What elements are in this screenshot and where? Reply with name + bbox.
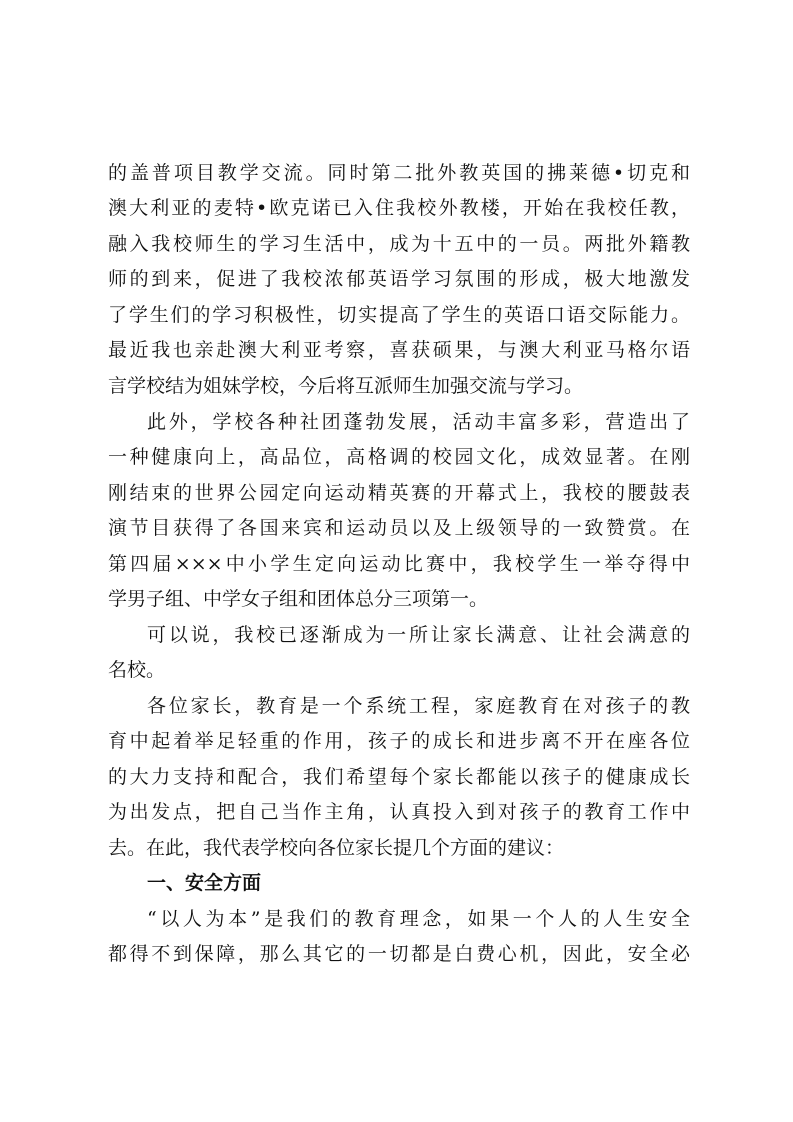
paragraph-line: 演节目获得了各国来宾和运动员以及上级领导的一致赞赏。在 — [108, 517, 690, 539]
paragraph-line: 名校。 — [108, 659, 166, 681]
paragraph-line: 为出发点，把自己当作主角，认真投入到对孩子的教育工作中 — [108, 801, 690, 823]
paragraph-line: 一种健康向上，高品位，高格调的校园文化，成效显著。在刚 — [108, 446, 690, 468]
paragraph-line: 最近我也亲赴澳大利亚考察，喜获硕果，与澳大利亚马格尔语 — [108, 339, 690, 361]
paragraph-line: 刚结束的世界公园定向运动精英赛的开幕式上，我校的腰鼓表 — [108, 482, 690, 504]
paragraph-line: “以人为本”是我们的教育理念，如果一个人的人生安全 — [147, 908, 690, 930]
paragraph-line: 融入我校师生的学习生活中，成为十五中的一员。两批外籍教 — [108, 233, 690, 255]
paragraph-line: 各位家长，教育是一个系统工程，家庭教育在对孩子的教 — [147, 695, 690, 717]
section-heading: 一、安全方面 — [147, 872, 262, 894]
paragraph-line: 的盖普项目教学交流。同时第二批外教英国的拂莱德•切克和 — [108, 162, 690, 184]
paragraph-line: 了学生们的学习积极性，切实提高了学生的英语口语交际能力。 — [108, 304, 690, 326]
paragraph-line: 的大力支持和配合，我们希望每个家长都能以孩子的健康成长 — [108, 766, 690, 788]
paragraph-line: 师的到来，促进了我校浓郁英语学习氛围的形成，极大地激发 — [108, 268, 690, 290]
paragraph-line: 育中起着举足轻重的作用，孩子的成长和进步离不开在座各位 — [108, 730, 690, 752]
paragraph-line: 言学校结为姐妹学校，今后将互派师生加强交流与学习。 — [108, 375, 584, 397]
paragraph-line: 学男子组、中学女子组和团体总分三项第一。 — [108, 588, 489, 610]
paragraph-line: 去。在此，我代表学校向各位家长提几个方面的建议： — [108, 837, 565, 859]
paragraph-line: 澳大利亚的麦特•欧克诺已入住我校外教楼，开始在我校任教， — [108, 197, 690, 219]
paragraph-line: 此外，学校各种社团蓬勃发展，活动丰富多彩，营造出了 — [147, 411, 690, 433]
paragraph-line: 第四届×××中小学生定向运动比赛中，我校学生一举夺得中 — [108, 553, 690, 575]
paragraph-line: 可以说，我校已逐渐成为一所让家长满意、让社会满意的 — [147, 624, 690, 646]
paragraph-line: 都得不到保障，那么其它的一切都是白费心机，因此，安全必 — [108, 943, 690, 965]
